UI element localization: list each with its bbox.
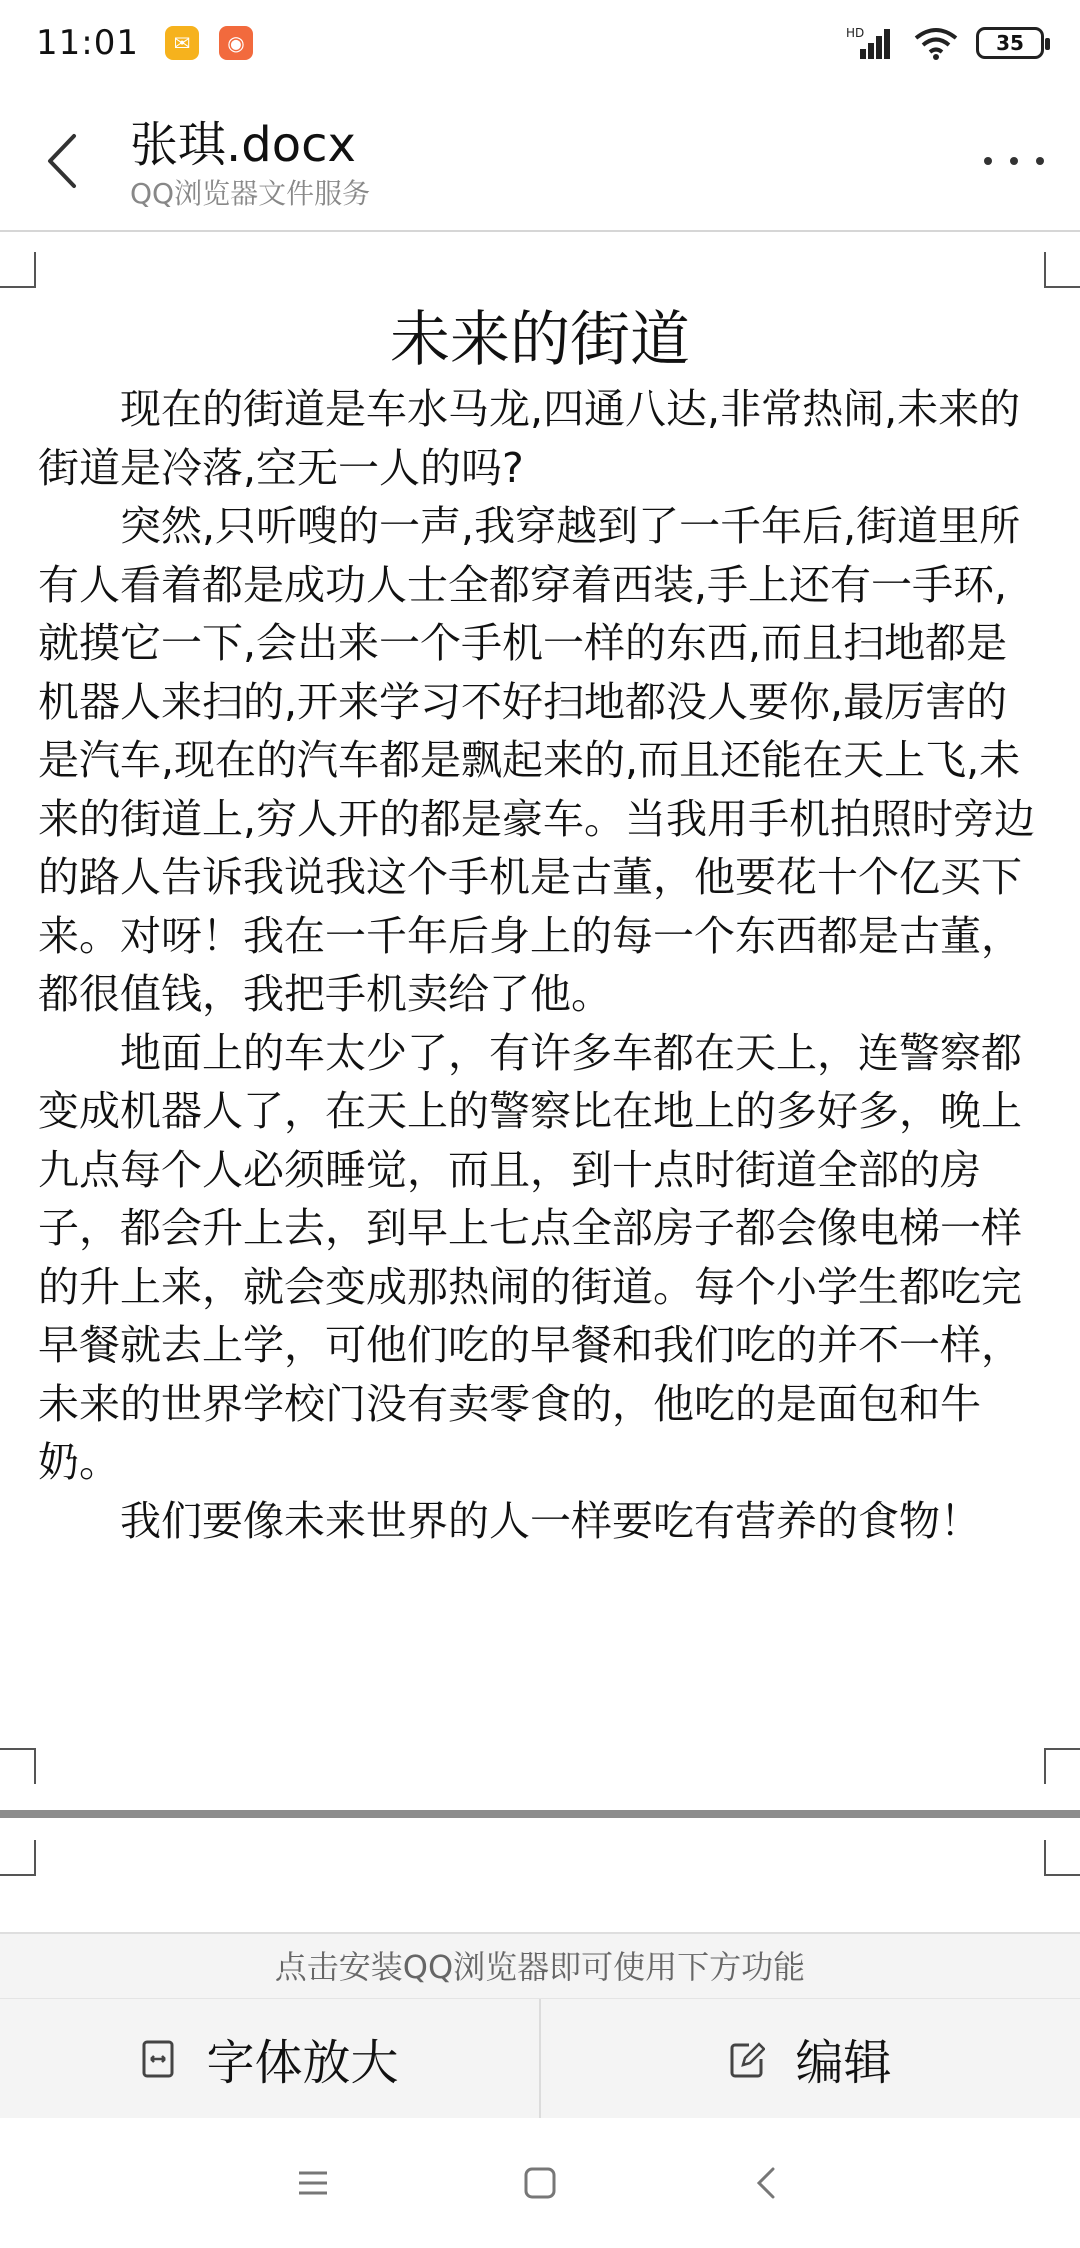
page-corner-mark	[0, 1840, 36, 1876]
back-arrow-icon[interactable]	[36, 126, 96, 196]
mail-icon: ✉	[165, 26, 199, 60]
status-indicators	[846, 25, 1044, 61]
document-heading: 未来的街道	[390, 305, 690, 375]
app-icon: ◉	[219, 26, 253, 60]
title-bar	[0, 86, 1080, 232]
page-separator	[0, 1810, 1080, 1818]
paragraph: 现在的街道是车水马龙,四通八达,非常热闹,未来的街道是冷落,空无一人的吗?	[38, 385, 1021, 492]
edit-icon	[729, 2039, 765, 2079]
signal-hd-label: HD	[846, 26, 865, 40]
wifi-icon	[914, 26, 958, 60]
document-subtitle: QQ浏览器文件服务	[130, 177, 371, 210]
back-icon[interactable]	[747, 2163, 787, 2203]
edit-label: 编辑	[795, 2035, 892, 2091]
status-bar	[0, 0, 1080, 86]
page-corner-mark	[0, 1748, 36, 1784]
install-prompt[interactable]: 点击安装QQ浏览器即可使用下方功能	[0, 1932, 1080, 1998]
document-body	[38, 380, 1048, 1550]
battery-level: 35	[996, 31, 1024, 55]
page-corner-mark	[1044, 1748, 1080, 1784]
paragraph: 地面上的车太少了，有许多车都在天上，连警察都变成机器人了，在天上的警察比在地上的多好多，晚上九点每个人必须睡觉，而且，到十点时街道全部的房子，都会升上去，到早上七点全部房子都会像电梯一样的升上来，就会变成那热闹的街道。每个小学生都吃完早餐就去上学，可他们吃的早餐和我们吃的并不一样，未来的世界学校门没有卖零食的，他吃的是面包和牛奶。	[38, 1028, 1022, 1486]
page-corner-mark	[0, 252, 36, 288]
status-time: 11:01	[36, 23, 139, 63]
page-corner-mark	[1044, 1840, 1080, 1876]
font-size-icon	[140, 2039, 176, 2079]
menu-icon[interactable]	[293, 2163, 333, 2203]
signal-icon	[846, 25, 896, 61]
paragraph: 突然,只听嗖的一声,我穿越到了一千年后,街道里所有人看着都是成功人士全都穿着西装,手上还有一手环,就摸它一下,会出来一个手机一样的东西,而且扫地都是机器人来扫的,开来学习不好扫地都没人要你,最厉害的是汽车,现在的汽车都是飘起来的,而且还能在天上飞,未来的街道上,穷人开的都是豪车。当我用手机拍照时旁边的路人告诉我说我这个手机是古董，他要花十个亿买下来。对呀！我在一千年后身上的每一个东西都是古董，都很值钱，我把手机卖给了他。	[38, 502, 1036, 1018]
document-title: 张琪.docx	[130, 117, 356, 173]
enlarge-font-label: 字体放大	[206, 2035, 399, 2091]
more-dot	[1010, 157, 1018, 165]
enlarge-font-button[interactable]	[0, 1999, 539, 2118]
page-corner-mark	[1044, 252, 1080, 288]
document-page[interactable]	[0, 232, 1080, 1814]
more-options-button[interactable]	[984, 146, 1044, 176]
system-nav-bar	[0, 2118, 1080, 2248]
action-toolbar	[0, 1998, 1080, 2118]
edit-button[interactable]	[539, 1999, 1080, 2118]
battery-indicator	[976, 27, 1044, 59]
paragraph: 我们要像未来世界的人一样要吃有营养的食物！	[120, 1496, 981, 1545]
home-icon[interactable]	[520, 2163, 560, 2203]
more-dot	[1036, 157, 1044, 165]
more-dot	[984, 157, 992, 165]
